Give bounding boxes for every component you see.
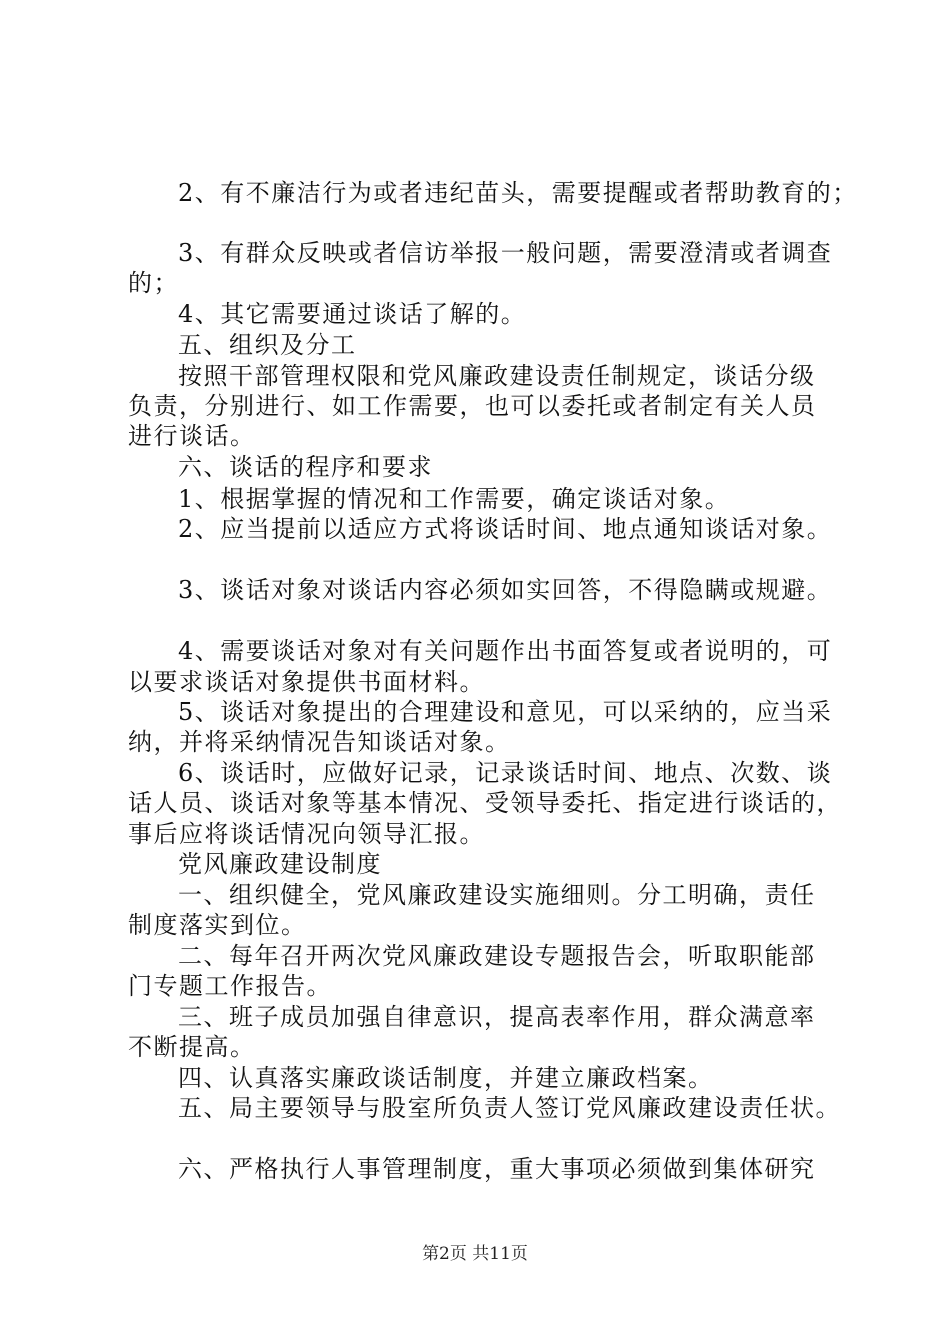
text-line: 不断提高。 [128,1033,256,1061]
text-line: 2、有不廉洁行为或者违纪苗头，需要提醒或者帮助教育的； [178,179,858,207]
text-line: 事后应将谈话情况向领导汇报。 [128,820,485,848]
text-line: 负责，分别进行、如工作需要，也可以委托或者制定有关人员 [128,392,817,420]
text-line: 的； [128,269,179,297]
text-line: 话人员、谈话对象等基本情况、受领导委托、指定进行谈话的， [128,789,842,817]
text-line: 按照干部管理权限和党风廉政建设责任制规定，谈话分级 [178,362,816,390]
text-line: 5、谈话对象提出的合理建设和意见，可以采纳的，应当采 [178,698,833,726]
text-line: 3、谈话对象对谈话内容必须如实回答，不得隐瞒或规避。 [178,576,833,604]
text-line: 进行谈话。 [128,422,256,450]
text-line: 门专题工作报告。 [128,972,332,1000]
text-line: 4、其它需要通过谈话了解的。 [178,300,527,328]
text-line: 3、有群众反映或者信访举报一般问题，需要澄清或者调查 [178,239,833,267]
page-number-footer: 第2页 共11页 [422,1244,528,1264]
text-line: 1、根据掌握的情况和工作需要，确定谈话对象。 [178,485,731,513]
text-line: 2、应当提前以适应方式将谈话时间、地点通知谈话对象。 [178,515,833,543]
section-heading: 五、组织及分工 [178,331,357,359]
text-line: 4、需要谈话对象对有关问题作出书面答复或者说明的，可 [178,637,833,665]
text-line: 一、组织健全，党风廉政建设实施细则。分工明确，责任 [178,881,816,909]
text-line: 三、班子成员加强自律意识，提高表率作用，群众满意率 [178,1003,816,1031]
text-line: 五、局主要领导与股室所负责人签订党风廉政建设责任状。 [178,1094,841,1122]
text-line: 以要求谈话对象提供书面材料。 [128,668,485,696]
text-line: 纳，并将采纳情况告知谈话对象。 [128,728,511,756]
text-line: 四、认真落实廉政谈话制度，并建立廉政档案。 [178,1064,714,1092]
text-line: 制度落实到位。 [128,911,307,939]
text-line: 二、每年召开两次党风廉政建设专题报告会，听取职能部 [178,942,816,970]
text-line: 六、严格执行人事管理制度，重大事项必须做到集体研究 [178,1155,816,1183]
section-heading: 六、谈话的程序和要求 [178,453,433,481]
text-line: 6、谈话时，应做好记录，记录谈话时间、地点、次数、谈 [178,759,833,787]
document-title: 党风廉政建设制度 [178,850,382,878]
